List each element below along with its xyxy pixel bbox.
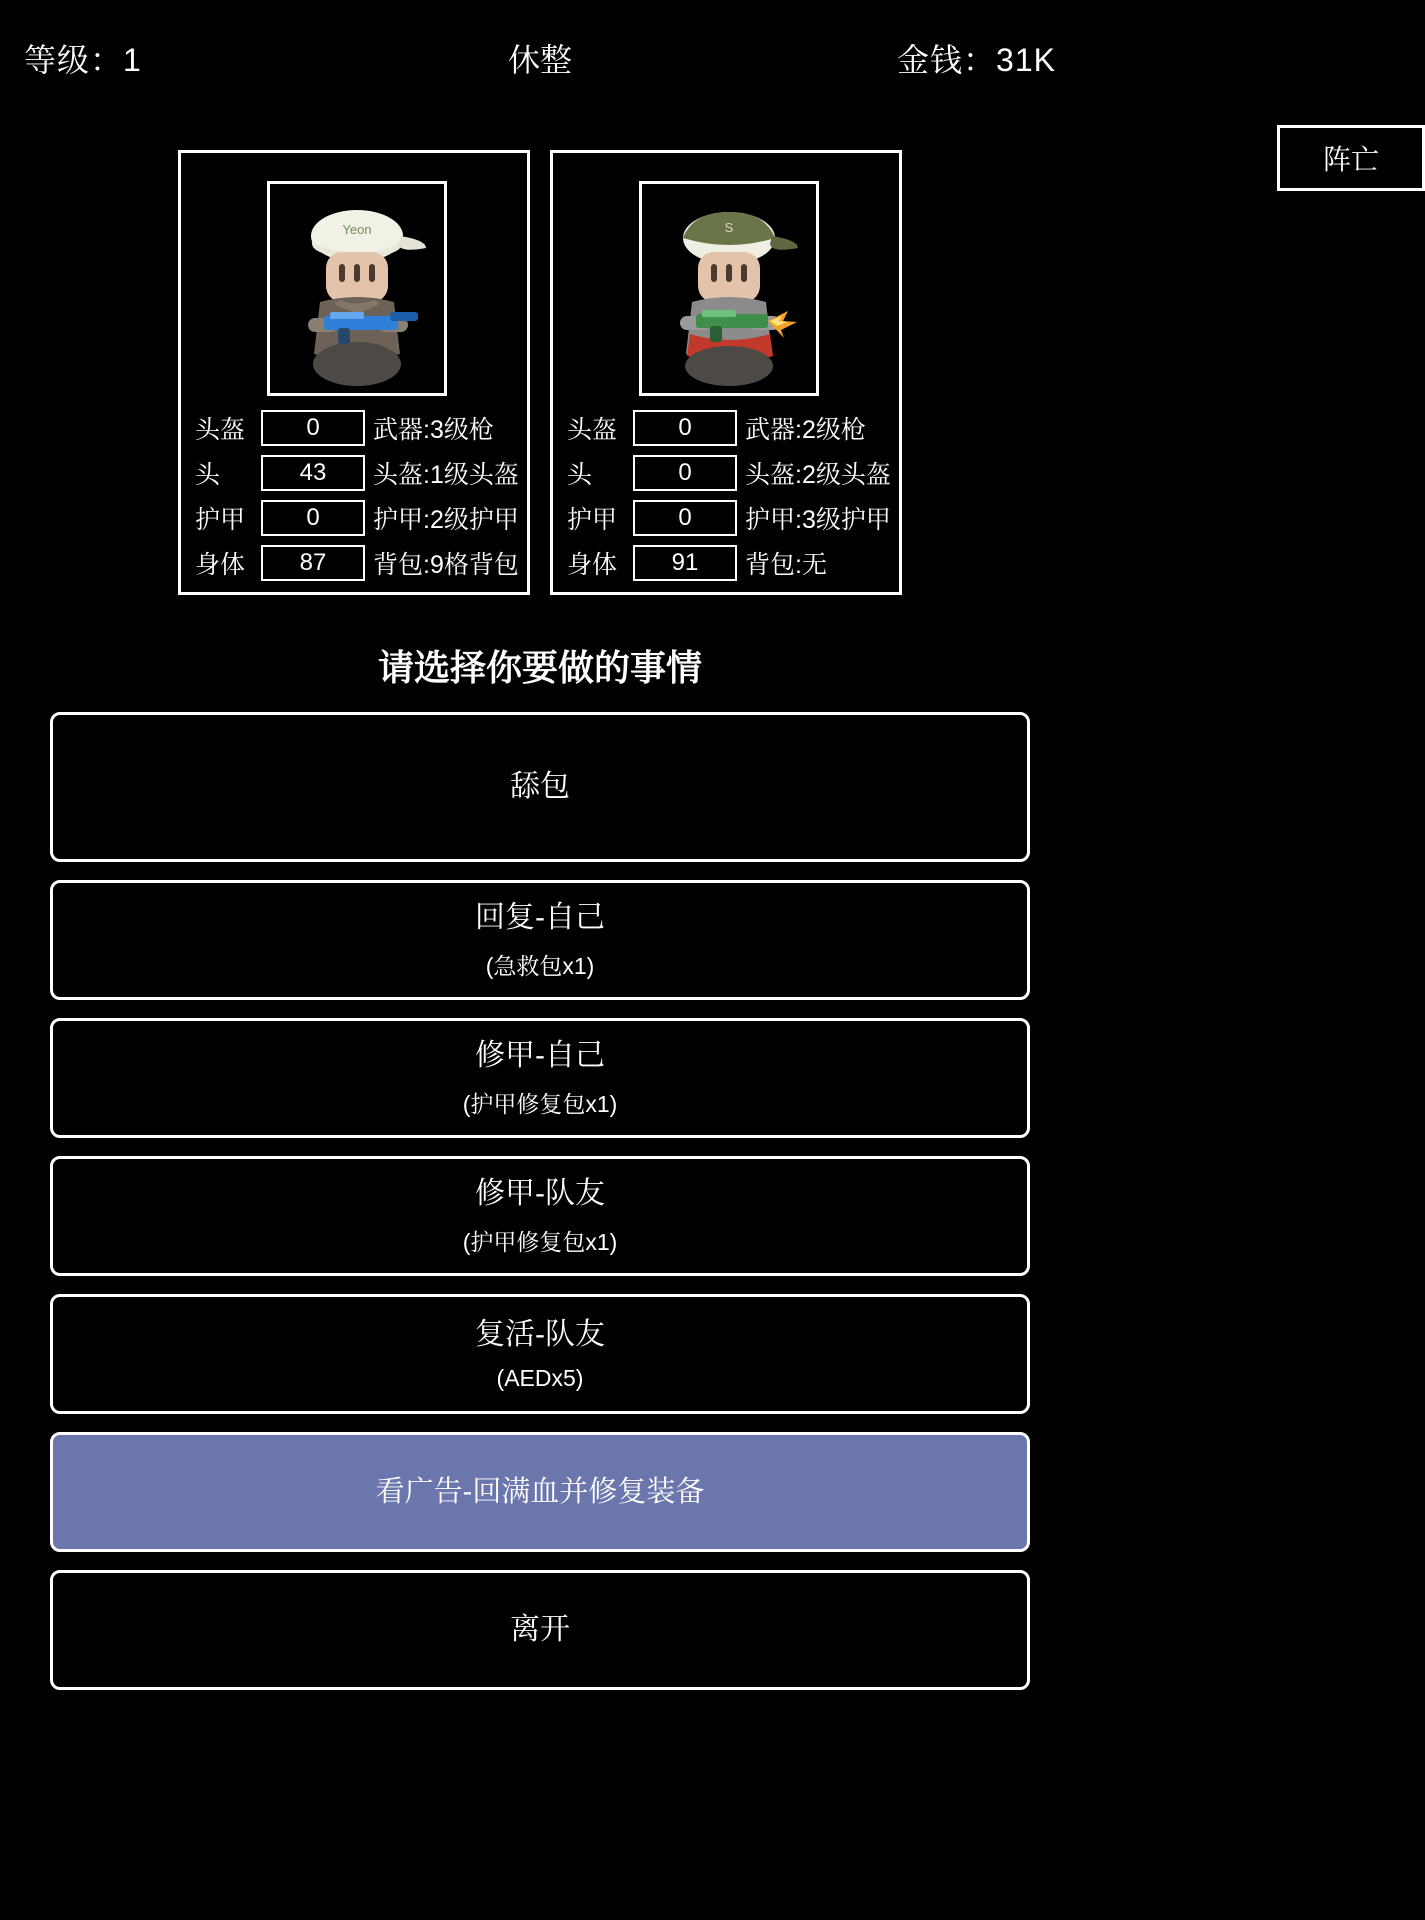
gear-label: 护甲:3级护甲 [745, 505, 891, 534]
action-list [50, 712, 1030, 1708]
action-label: 离开 [510, 1613, 570, 1646]
action-button-revive-teammate[interactable] [50, 1294, 1030, 1414]
stat-value: 0 [633, 455, 737, 491]
character-portrait-self [267, 181, 447, 396]
gear-label: 武器:2级枪 [745, 415, 866, 444]
action-cost: (急救包x1) [485, 952, 595, 979]
action-button-watch-ad[interactable] [50, 1432, 1030, 1552]
gear-label: 武器:3级枪 [373, 415, 494, 444]
stat-row [567, 540, 891, 585]
gear-label: 护甲:2级护甲 [373, 505, 519, 534]
action-label: 复活-队友 [475, 1317, 605, 1351]
top-status-bar [0, 28, 1080, 88]
stat-label: 护甲 [195, 505, 246, 534]
stat-value: 91 [633, 545, 737, 581]
character-panel-teammate[interactable] [550, 144, 1379, 595]
action-label: 修甲-自己 [475, 1038, 605, 1072]
stat-row [567, 405, 891, 450]
character-panel-self[interactable] [178, 150, 530, 595]
gear-label: 头盔:2级头盔 [745, 460, 891, 489]
action-label: 回复-自己 [475, 900, 605, 934]
character-portrait-teammate [639, 181, 819, 396]
action-button-loot[interactable] [50, 712, 1030, 862]
stat-value: 0 [261, 500, 365, 536]
status-badge-dead: 阵亡 [1277, 125, 1425, 191]
stat-value: 87 [261, 545, 365, 581]
action-label: 修甲-队友 [475, 1176, 605, 1210]
action-button-repair-armor-teammate[interactable] [50, 1156, 1030, 1276]
stat-label: 身体 [195, 550, 246, 579]
level-label: 等级：1 [24, 42, 142, 78]
stat-label: 头盔 [567, 415, 618, 444]
stat-label: 头 [567, 460, 593, 489]
page-title: 请选择你要做的事情 [377, 647, 702, 688]
stat-value: 0 [633, 500, 737, 536]
action-label: 舔包 [510, 770, 570, 803]
money-label: 金钱：31K [897, 42, 1056, 78]
stats-self [195, 405, 519, 585]
action-label: 看广告-回满血并修复装备 [375, 1475, 705, 1508]
soldier-sprite-teammate [644, 192, 814, 392]
stat-row [195, 405, 519, 450]
screen-title: 休整 [507, 42, 572, 78]
svg-text:S: S [724, 220, 734, 235]
stats-teammate [567, 405, 891, 585]
gear-label: 头盔:1级头盔 [373, 460, 519, 489]
action-button-leave[interactable] [50, 1570, 1030, 1690]
action-button-heal-self[interactable] [50, 880, 1030, 1000]
action-cost: (护甲修复包x1) [462, 1228, 618, 1255]
action-cost: (护甲修复包x1) [462, 1090, 618, 1117]
stat-row [195, 540, 519, 585]
stat-row [567, 495, 891, 540]
bottom-bar [0, 1912, 1080, 1920]
action-button-repair-armor-self[interactable] [50, 1018, 1030, 1138]
soldier-sprite-self [272, 192, 442, 392]
stat-value: 0 [633, 410, 737, 446]
character-panels [0, 144, 1379, 600]
stat-label: 头盔 [195, 415, 246, 444]
stat-value: 43 [261, 455, 365, 491]
stat-row [195, 450, 519, 495]
stat-value: 0 [261, 410, 365, 446]
action-cost: (AEDx5) [496, 1364, 584, 1391]
gear-label: 背包:9格背包 [373, 550, 519, 579]
stat-label: 身体 [567, 550, 618, 579]
stat-label: 护甲 [567, 505, 618, 534]
stat-label: 头 [195, 460, 221, 489]
stat-row [567, 450, 891, 495]
stat-row [195, 495, 519, 540]
svg-text:Yeon: Yeon [342, 222, 372, 237]
gear-label: 背包:无 [745, 550, 827, 579]
